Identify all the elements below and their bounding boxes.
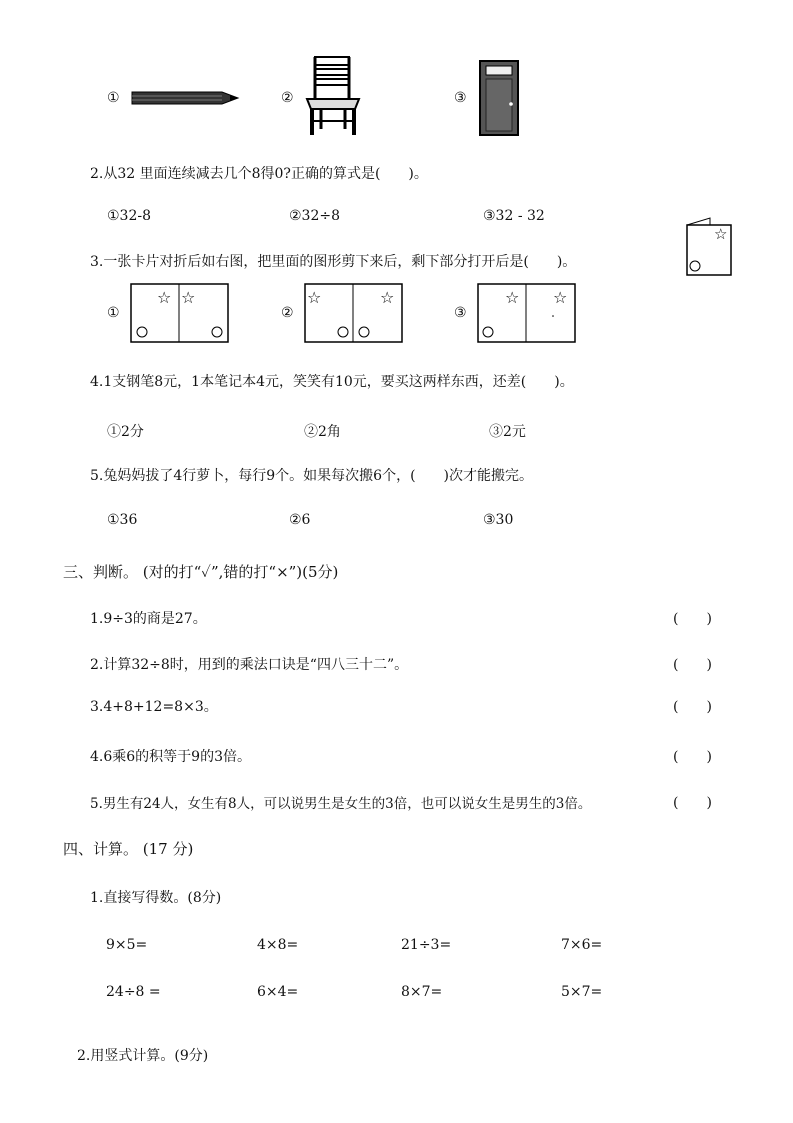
calc-item[interactable]: 5×7= [561,984,603,1000]
judge-answer-4[interactable]: ( ) [673,749,712,765]
q4-option-1[interactable]: ①2分 [107,424,144,440]
calc-item[interactable]: 9×5= [106,937,148,953]
q5-option-3[interactable]: ③30 [483,512,514,528]
section-4-title: 四、计算。 (17 分) [63,840,194,858]
judge-item-5: 5.男生有24人，女生有8人，可以说男生是女生的3倍，也可以说女生是男生的3倍。 [90,796,592,812]
svg-text:☆: ☆ [714,225,728,243]
judge-item-1: 1.9÷3的商是27。 [90,611,207,627]
judge-item-3: 3.4+8+12=8×3。 [90,699,218,715]
q2-option-1[interactable]: ①32-8 [107,208,152,224]
svg-text:☆: ☆ [505,288,520,307]
folded-card-image [684,215,734,277]
q4-option-3[interactable]: ③2元 [489,424,526,440]
q3-option-2-label: ② [281,305,294,321]
pencil-image [130,88,240,108]
calc-item[interactable]: 8×7= [401,984,443,1000]
judge-answer-1[interactable]: ( ) [673,611,712,627]
calc-item[interactable]: 4×8= [257,937,299,953]
svg-text:☆: ☆ [380,288,395,307]
option-3-label: ③ [454,90,467,106]
section-3-title: 三、判断。 (对的打“✓”,错的打“×”)(5分) [63,563,339,581]
svg-text:☆: ☆ [553,288,568,307]
calc-subtitle-1: 1.直接写得数。(8分) [90,890,222,906]
judge-answer-5[interactable]: ( ) [673,795,712,811]
q3-option-1-card[interactable] [130,283,230,343]
calc-item[interactable]: 6×4= [257,984,299,1000]
judge-answer-2[interactable]: ( ) [673,657,712,673]
calc-item[interactable]: 7×6= [561,937,603,953]
q5-option-1[interactable]: ①36 [107,512,138,528]
chair-image [303,55,363,137]
calc-item[interactable]: 21÷3= [401,937,452,953]
judge-item-4: 4.6乘6的积等于9的3倍。 [90,749,251,765]
option-2-label: ② [281,90,294,106]
svg-text:☆: ☆ [157,288,172,307]
calc-item[interactable]: 24÷8 = [106,984,161,1000]
question-2-text: 2.从32 里面连续减去几个8得0?正确的算式是( )。 [90,166,428,182]
q3-option-3-label: ③ [454,305,467,321]
option-1-label: ① [107,90,120,106]
q3-option-3-card[interactable] [477,283,577,343]
q4-option-2[interactable]: ②2角 [304,424,341,440]
judge-item-2: 2.计算32÷8时，用到的乘法口诀是“四八三十二”。 [90,657,409,673]
door-image [479,60,521,136]
judge-answer-3[interactable]: ( ) [673,699,712,715]
q2-option-2[interactable]: ②32÷8 [289,208,341,224]
q3-option-1-label: ① [107,305,120,321]
q3-option-2-card[interactable] [304,283,404,343]
calc-subtitle-2: 2.用竖式计算。(9分) [77,1048,209,1064]
q2-option-3[interactable]: ③32 - 32 [483,208,545,224]
question-4-text: 4.1支钢笔8元，1本笔记本4元，笑笑有10元，要买这两样东西，还差( )。 [90,374,574,390]
question-3-text: 3.一张卡片对折后如右图，把里面的图形剪下来后，剩下部分打开后是( )。 [90,254,577,270]
svg-text:☆: ☆ [307,288,322,307]
q5-option-2[interactable]: ②6 [289,512,311,528]
question-5-text: 5.兔妈妈拔了4行萝卜，每行9个。如果每次搬6个，( )次才能搬完。 [90,468,534,484]
svg-text:☆: ☆ [181,288,196,307]
